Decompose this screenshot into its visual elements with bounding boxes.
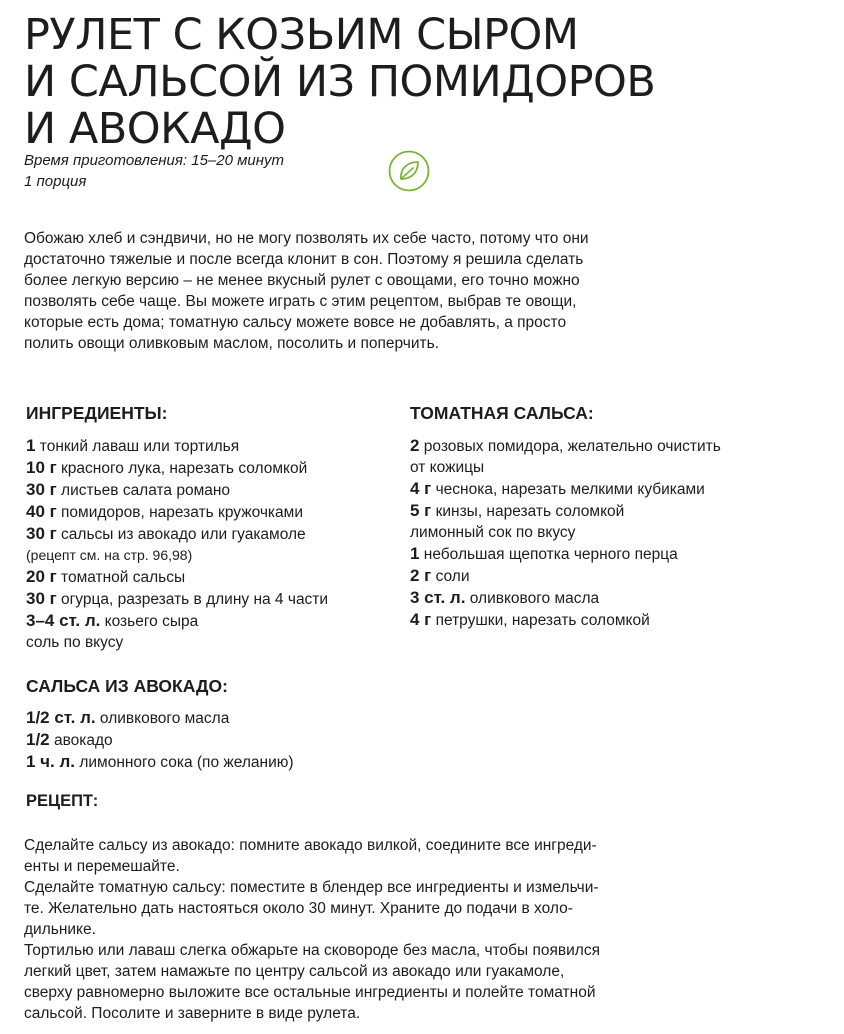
intro-line: которые есть дома; томатную сальсу можете вовсе не добавлять, а просто: [24, 314, 567, 331]
ingredient-quantity: 40 г: [26, 502, 57, 521]
ingredient-item: [410, 565, 721, 587]
ingredient-quantity: 30 г: [26, 589, 57, 608]
ingredient-item: [26, 501, 328, 523]
leaf-icon: [388, 150, 430, 192]
recipe-line: Сделайте сальсу из авокадо: помните авокадо вилкой, соедините все ингреди-: [24, 837, 597, 854]
ingredient-item: [26, 707, 294, 729]
ingredient-text: небольшая щепотка черного перца: [419, 546, 678, 563]
ingredient-item: [410, 500, 721, 522]
recipe-heading: РЕЦЕПТ:: [26, 792, 99, 810]
intro-line: позволять себе чаще. Вы можете играть с этим рецептом, выбрав те овощи,: [24, 293, 577, 310]
ingredient-item: [410, 522, 721, 543]
ingredient-quantity: 20 г: [26, 567, 57, 586]
ingredient-item: [26, 588, 328, 610]
ingredient-text: тонкий лаваш или тортилья: [35, 438, 240, 455]
ingredient-text: авокадо: [49, 732, 113, 749]
recipe-line: дильнике.: [24, 921, 96, 938]
portions: 1 порция: [24, 173, 87, 190]
ingredient-item: [410, 457, 721, 478]
ingredient-quantity: 3–4 ст. л.: [26, 611, 101, 630]
ingredient-quantity: 10 г: [26, 458, 57, 477]
recipe-line: сверху равномерно выложите все остальные ингредиенты и полейте томатной: [24, 984, 596, 1001]
tomato-salsa-list: [410, 435, 721, 631]
ingredient-text: листьев салата романо: [56, 482, 231, 499]
ingredient-item: [410, 478, 721, 500]
recipe-line: легкий цвет, затем намажьте по центру сальсой из авокадо или гуакамоле,: [24, 963, 565, 980]
ingredient-item: [26, 610, 328, 632]
ingredient-quantity: 1: [410, 544, 420, 563]
ingredient-text: соли: [431, 568, 470, 585]
recipe-line: Сделайте томатную сальсу: поместите в блендер все ингредиенты и измельчи-: [24, 879, 599, 896]
recipe-line: Тортилью или лаваш слегка обжарьте на сковороде без масла, чтобы появился: [24, 942, 600, 959]
recipe-steps: [24, 835, 824, 1024]
ingredient-item: [410, 435, 721, 457]
ingredient-item: [26, 751, 294, 773]
recipe-line: те. Желательно дать настояться около 30 минут. Храните до подачи в холо-: [24, 900, 573, 917]
ingredient-item: [26, 479, 328, 501]
ingredient-text: томатной сальсы: [56, 569, 186, 586]
ingredient-text: соль по вкусу: [26, 634, 124, 651]
ingredient-quantity: 30 г: [26, 480, 57, 499]
intro-line: достаточно тяжелые и после всегда клонит в сон. Поэтому я решила сделать: [24, 251, 584, 268]
ingredient-text: козьего сыра: [100, 613, 199, 630]
ingredient-item: [26, 435, 328, 457]
ingredient-text: красного лука, нарезать соломкой: [56, 460, 308, 477]
ingredient-quantity: 3 ст. л.: [410, 588, 466, 607]
ingredient-text: огурца, разрезать в длину на 4 части: [56, 591, 329, 608]
ingredient-text: оливкового масла: [465, 590, 600, 607]
ingredient-quantity: 1/2: [26, 730, 50, 749]
ingredient-text: лимонный сок по вкусу: [410, 524, 576, 541]
ingredient-quantity: 1: [26, 436, 36, 455]
ingredient-item: [410, 609, 721, 631]
tomato-salsa-heading: ТОМАТНАЯ САЛЬСА:: [410, 403, 594, 423]
intro-paragraph: [24, 228, 664, 354]
ingredients-list: [26, 435, 328, 653]
ingredient-text: от кожицы: [410, 459, 485, 476]
ingredient-text: петрушки, нарезать соломкой: [431, 612, 650, 629]
ingredient-quantity: 4 г: [410, 479, 432, 498]
title-line: РУЛЕТ С КОЗЬИМ СЫРОМ: [24, 10, 579, 60]
cooking-time: Время приготовления: 15–20 минут: [24, 152, 284, 169]
title-line: И САЛЬСОЙ ИЗ ПОМИДОРОВ: [24, 57, 656, 107]
ingredient-item: [410, 587, 721, 609]
recipe-title: [24, 12, 655, 153]
ingredient-item: [26, 523, 328, 545]
ingredient-quantity: 5 г: [410, 501, 432, 520]
intro-line: Обожаю хлеб и сэндвичи, но не могу позволять их себе часто, потому что они: [24, 230, 589, 247]
ingredient-item: [26, 545, 328, 566]
ingredient-text: лимонного сока (по желанию): [75, 754, 294, 771]
ingredient-text: оливкового масла: [95, 710, 230, 727]
ingredient-quantity: 1/2 ст. л.: [26, 708, 96, 727]
ingredient-quantity: 30 г: [26, 524, 57, 543]
avocado-salsa-list: [26, 707, 294, 773]
ingredient-item: [26, 566, 328, 588]
intro-line: полить овощи оливковым маслом, посолить и поперчить.: [24, 335, 440, 352]
ingredient-text: розовых помидора, желательно очистить: [419, 438, 721, 455]
ingredient-quantity: 2: [410, 436, 420, 455]
ingredient-item: [26, 457, 328, 479]
ingredient-item: [26, 729, 294, 751]
ingredient-quantity: 4 г: [410, 610, 432, 629]
ingredient-text: (рецепт см. на стр. 96,98): [26, 547, 193, 563]
recipe-line: енты и перемешайте.: [24, 858, 180, 875]
avocado-salsa-heading: САЛЬСА ИЗ АВОКАДО:: [26, 676, 228, 696]
intro-line: более легкую версию – не менее вкусный рулет с овощами, его точно можно: [24, 272, 580, 289]
ingredient-item: [26, 632, 328, 653]
ingredient-quantity: 1 ч. л.: [26, 752, 76, 771]
ingredient-text: кинзы, нарезать соломкой: [431, 503, 625, 520]
ingredient-text: сальсы из авокадо или гуакамоле: [56, 526, 306, 543]
ingredient-text: помидоров, нарезать кружочками: [56, 504, 303, 521]
ingredient-quantity: 2 г: [410, 566, 432, 585]
ingredient-text: чеснока, нарезать мелкими кубиками: [431, 481, 705, 498]
recipe-line: сальсой. Посолите и заверните в виде рулета.: [24, 1005, 361, 1022]
title-line: И АВОКАДО: [24, 104, 286, 154]
recipe-meta: [24, 150, 284, 192]
ingredient-item: [410, 543, 721, 565]
ingredients-heading: ИНГРЕДИЕНТЫ:: [26, 403, 168, 423]
